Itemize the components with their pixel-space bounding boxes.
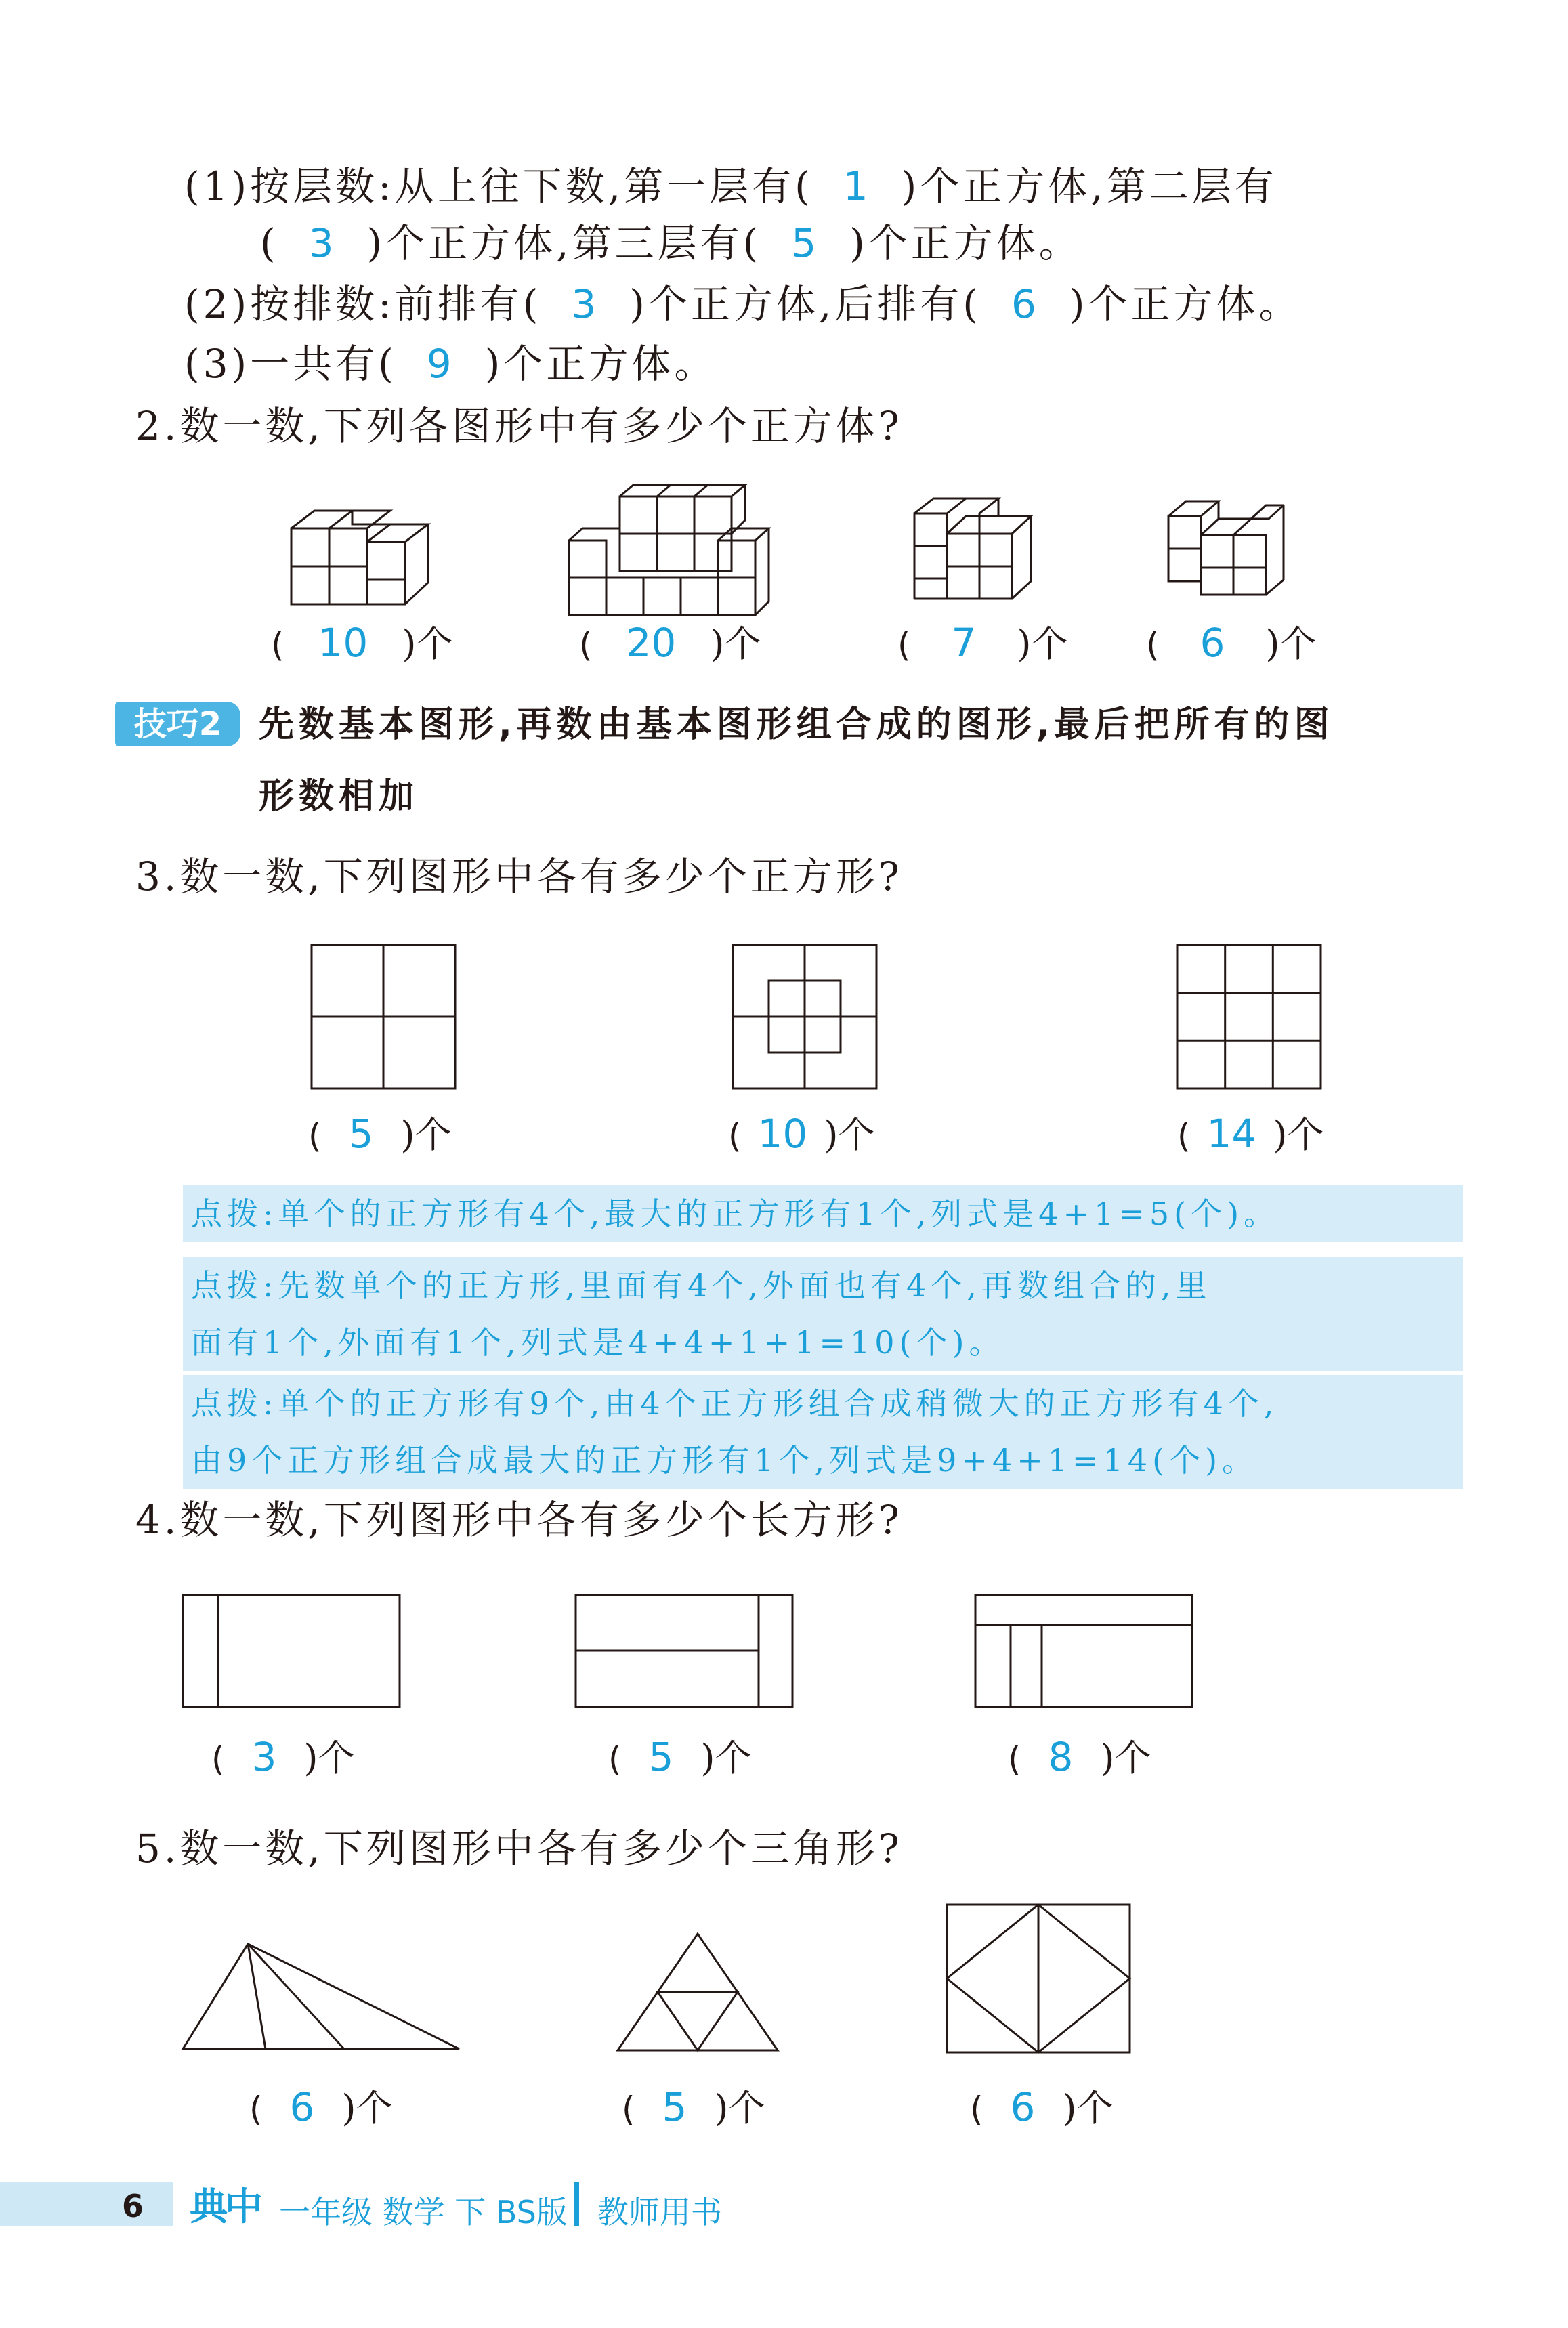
- q2-answer-1: 10: [318, 620, 368, 666]
- q3-answer-3: 14: [1206, 1111, 1257, 1157]
- q4-answer-row-3: [1008, 1734, 1151, 1780]
- q1-answer-back: 6: [1011, 281, 1040, 327]
- q3-open-paren-1: (: [308, 1116, 322, 1156]
- q4-open-paren-1: (: [211, 1739, 225, 1779]
- q1-answer-layer1: 1: [843, 163, 872, 209]
- q1-part2-text-a: (2)按排数:前排有(: [184, 281, 542, 327]
- q4-answer-2: 5: [648, 1734, 674, 1780]
- q2-cube-figure-4: [1168, 496, 1284, 604]
- q4-answer-row-1: [211, 1734, 355, 1780]
- brand-logo: 典中: [190, 2185, 260, 2229]
- q3-tip-3: [183, 1375, 1463, 1489]
- q3-question: 3.数一数,下列图形中各有多少个正方形?: [135, 853, 903, 900]
- q3-square-figure-1: [312, 945, 457, 1090]
- q3-close-paren-3: )个: [1273, 1114, 1324, 1156]
- q5-answer-row-2: [622, 2084, 765, 2130]
- q1-answer-layer3: 5: [791, 220, 820, 266]
- q5-question: 5.数一数,下列图形中各有多少个三角形?: [135, 1825, 903, 1871]
- q3-answer-row-3: [1177, 1111, 1324, 1157]
- q5-answer-1: 6: [289, 2084, 315, 2130]
- q2-close-paren-4: )个: [1265, 622, 1317, 665]
- q5-open-paren-3: (: [970, 2090, 983, 2129]
- footer-page-tab: [0, 2182, 173, 2226]
- q1-part2-text-b: )个正方体,后排有(: [629, 281, 981, 327]
- skill2-line1: 先数基本图形,再数由基本图形组合成的图形,最后把所有的图: [259, 704, 1334, 745]
- q5-triangle-figure-2: [618, 1934, 780, 2053]
- q1-part1-text-a: (1)按层数:从上往下数,第一层有(: [184, 163, 813, 209]
- q1-part1-line1: [184, 163, 1277, 209]
- q2-answer-2: 20: [626, 620, 677, 666]
- q2-answer-row-3: [897, 620, 1068, 666]
- q2-answer-3: 7: [951, 620, 977, 666]
- q2-answer-row-4: [1146, 620, 1317, 666]
- q3-square-figure-3: [1177, 945, 1322, 1090]
- page-number: 6: [122, 2188, 144, 2224]
- q4-open-paren-2: (: [608, 1739, 622, 1779]
- q1-part2-line: [184, 281, 1302, 327]
- book-title: 一年级 数学 下 BS版: [279, 2194, 568, 2230]
- q1-part1-text-c: (: [260, 220, 279, 266]
- q1-part1-line2: [260, 220, 1082, 266]
- q2-answer-row-2: [579, 620, 761, 666]
- q1-part3-line: [184, 341, 717, 387]
- q2-open-paren-3: (: [897, 625, 911, 664]
- q3-answer-1: 5: [348, 1111, 374, 1157]
- q5-triangle-figure-3: [947, 1905, 1132, 2055]
- q2-close-paren-3: )个: [1017, 622, 1068, 665]
- q2-cube-figure-2: [569, 480, 779, 615]
- footer-divider: [574, 2182, 579, 2226]
- q3-open-paren-3: (: [1177, 1116, 1191, 1156]
- q4-open-paren-3: (: [1008, 1739, 1021, 1779]
- q3-tip-3-line2: 由9个正方形组合成最大的正方形有1个,列式是9+4+1=14(个)。: [191, 1442, 1258, 1479]
- q3-close-paren-2: )个: [824, 1114, 875, 1156]
- q2-cube-figure-1: [291, 501, 433, 616]
- q1-answer-front: 3: [571, 281, 600, 327]
- q2-open-paren-1: (: [271, 625, 284, 664]
- q5-open-paren-1: (: [249, 2090, 263, 2129]
- q1-part1-text-b: )个正方体,第二层有: [901, 163, 1277, 209]
- q3-answer-row-1: [308, 1111, 452, 1157]
- q4-close-paren-2: )个: [700, 1737, 752, 1779]
- book-type: 教师用书: [597, 2194, 722, 2230]
- q3-tip-2-line2: 面有1个,外面有1个,列式是4+4+1+1=10(个)。: [191, 1324, 1005, 1361]
- q5-close-paren-3: )个: [1062, 2087, 1114, 2130]
- q2-close-paren-2: )个: [710, 622, 761, 665]
- q2-answer-4: 6: [1200, 620, 1225, 666]
- q5-triangle-figure-1: [183, 1944, 462, 2052]
- q3-open-paren-2: (: [728, 1116, 742, 1156]
- q4-answer-1: 3: [251, 1734, 277, 1780]
- q3-tip-1: [183, 1185, 1463, 1242]
- q5-answer-row-3: [970, 2084, 1114, 2130]
- q4-rect-figure-2: [576, 1595, 795, 1710]
- q4-answer-3: 8: [1048, 1734, 1074, 1780]
- q3-close-paren-1: )个: [400, 1114, 452, 1156]
- q3-square-figure-2: [733, 945, 878, 1090]
- q4-rect-figure-3: [975, 1595, 1195, 1710]
- q2-cube-figure-3: [914, 493, 1036, 608]
- q3-tip-1-text: 点拨:单个的正方形有4个,最大的正方形有1个,列式是4+1=5(个)。: [191, 1195, 1280, 1232]
- q4-answer-row-2: [608, 1734, 752, 1780]
- q4-close-paren-1: )个: [303, 1737, 355, 1779]
- q1-answer-layer2: 3: [308, 220, 337, 266]
- q3-answer-2: 10: [757, 1111, 808, 1157]
- q1-part1-text-d: )个正方体,第三层有(: [366, 220, 762, 266]
- q2-close-paren-1: )个: [402, 622, 453, 665]
- q2-open-paren-2: (: [579, 625, 593, 664]
- skill2-badge: 技巧2: [115, 702, 240, 746]
- q1-answer-total: 9: [426, 341, 455, 387]
- q5-answer-row-1: [249, 2084, 393, 2130]
- q1-part3-text-b: )个正方体。: [484, 341, 717, 387]
- q3-tip-2: [183, 1257, 1463, 1371]
- skill2-line2: 形数相加: [259, 776, 419, 817]
- q3-tip-3-line1: 点拨:单个的正方形有9个,由4个正方形组合成稍微大的正方形有4个,: [191, 1385, 1279, 1422]
- q5-close-paren-1: )个: [341, 2087, 393, 2130]
- q3-tip-2-line1: 点拨:先数单个的正方形,里面有4个,外面也有4个,再数组合的,里: [191, 1267, 1212, 1304]
- q1-part3-text-a: (3)一共有(: [184, 341, 397, 387]
- q5-close-paren-2: )个: [714, 2087, 765, 2130]
- q3-answer-row-2: [728, 1111, 875, 1157]
- q2-answer-row-1: [271, 620, 453, 666]
- q4-close-paren-3: )个: [1100, 1737, 1151, 1779]
- q5-answer-2: 5: [662, 2084, 687, 2130]
- q1-part1-text-e: )个正方体。: [849, 220, 1082, 266]
- q4-question: 4.数一数,下列图形中各有多少个长方形?: [135, 1497, 903, 1543]
- q2-open-paren-4: (: [1146, 625, 1160, 664]
- q5-answer-3: 6: [1010, 2084, 1036, 2130]
- q5-open-paren-2: (: [622, 2090, 635, 2129]
- q4-rect-figure-1: [183, 1595, 402, 1710]
- q1-part2-text-c: )个正方体。: [1069, 281, 1302, 327]
- q2-question: 2.数一数,下列各图形中有多少个正方体?: [135, 403, 903, 449]
